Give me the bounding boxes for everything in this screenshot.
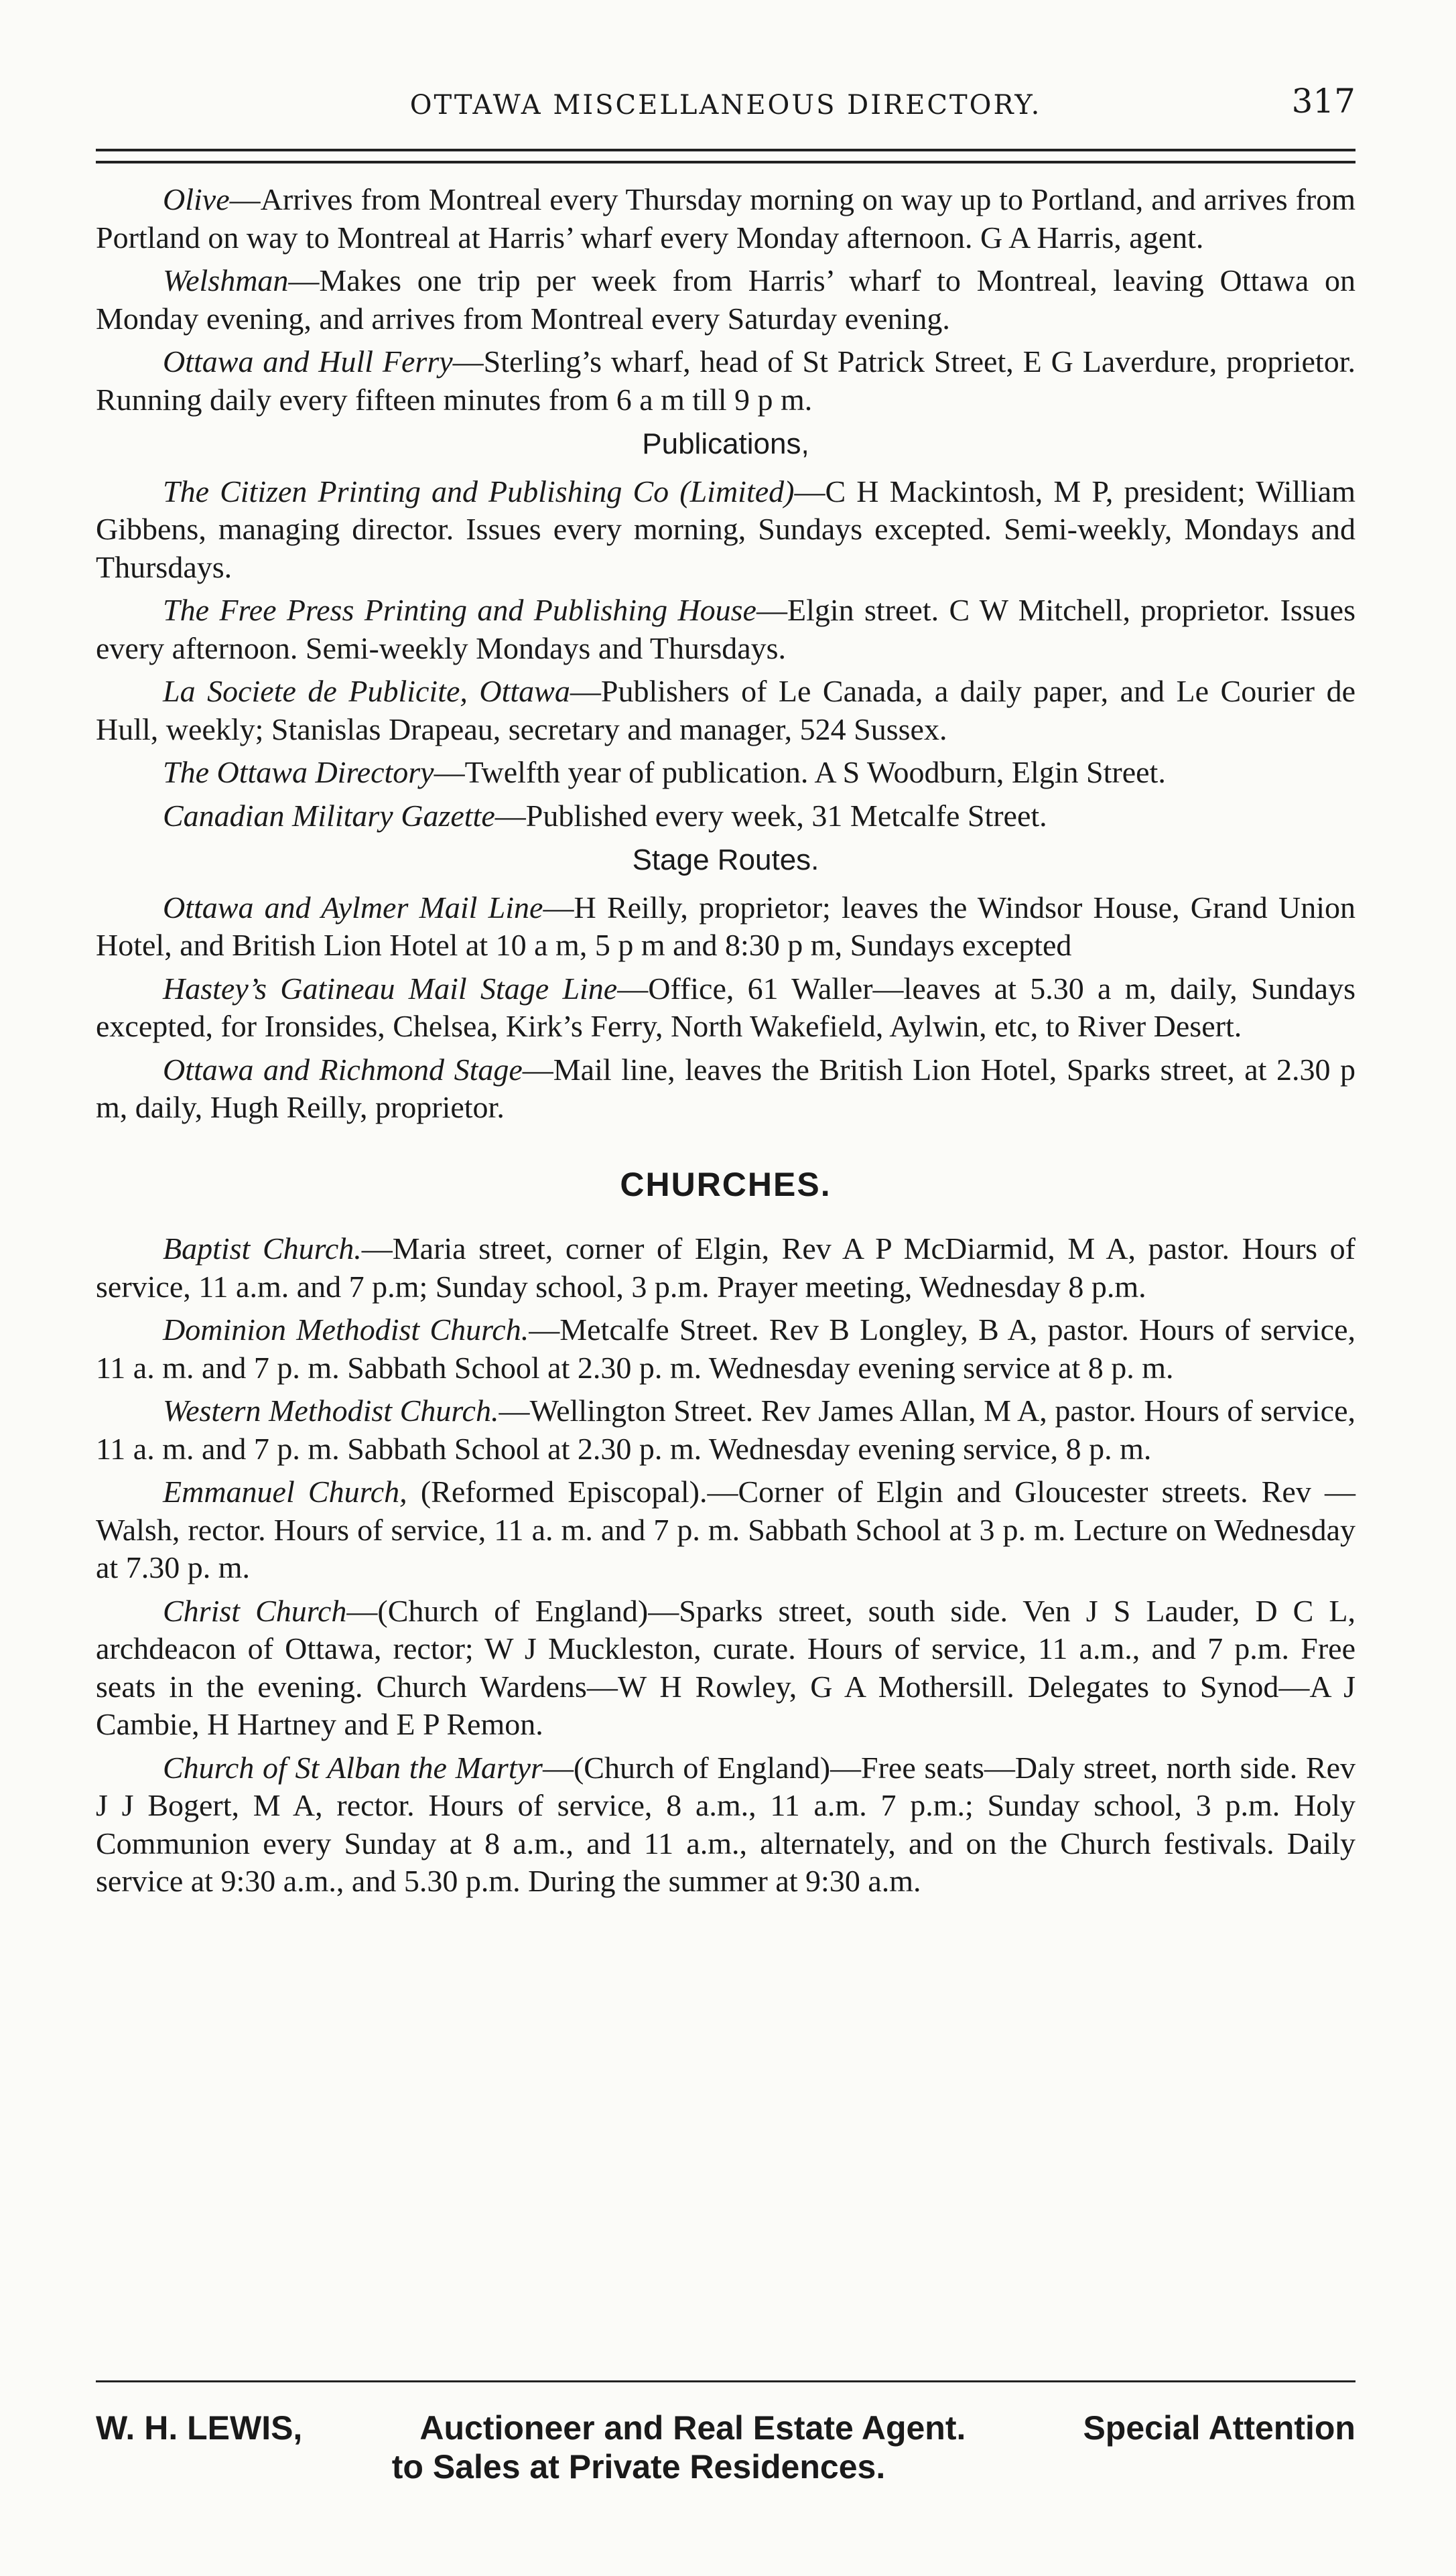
entry-emmanuel-church xyxy=(96,1473,1355,1587)
entry-welshman xyxy=(96,262,1355,338)
entry-olive xyxy=(96,181,1355,257)
entry-text: —Publishers of Le Canada, a daily paper, and Le Courier de Hull, weekly; Stanislas Drapeau, secretary and manager, 524 Sussex. xyxy=(96,674,1355,746)
entry-citizen xyxy=(96,473,1355,587)
entry-gatineau-mail xyxy=(96,970,1355,1046)
entry-text: —(Church of England)—Free seats—Daly street, north side. Rev J J Bogert, M A, rector. Hours of service, 8 a.m., 11 a.m. 7 p.m.; Sunday school, 3 p.m. Holy Communion every Sunday at 8 a.m., and 11 a.m., alternately, and on the Church festivals. Daily service at 9:30 a.m., and 5.30 p.m. During the summer at 9:30 a.m. xyxy=(96,1750,1355,1898)
entry-text: —(Church of England)—Sparks street, south side. Ven J S Lauder, D C L, archdeacon of Ottawa, rector; W J Muckleston, curate. Hours of service, 11 a.m., and 7 p.m. Free seats in the evening. Church Wardens—W H Rowley, G A Mothersill. Delegates to Synod—A J Cambie, H Hartney and E P Remon. xyxy=(96,1593,1355,1741)
entry-baptist-church xyxy=(96,1230,1355,1306)
entry-richmond-stage xyxy=(96,1051,1355,1127)
running-title: OTTAWA MISCELLANEOUS DIRECTORY. xyxy=(409,90,1042,121)
entry-text: —Sterling’s wharf, head of St Patrick Street, E G Laverdure, proprietor. Running daily every fifteen minutes from 6 a m till 9 p m. xyxy=(96,344,1355,417)
page-number: 317 xyxy=(1291,82,1355,121)
entry-dominion-methodist xyxy=(96,1311,1355,1387)
entry-name: The Free Press Printing and Publishing House xyxy=(163,593,756,627)
entry-name: Ottawa and Richmond Stage xyxy=(163,1052,523,1087)
entry-text: —Maria street, corner of Elgin, Rev A P McDiarmid, M A, pastor. Hours of service, 11 a.m. and 7 p.m; Sunday school, 3 p.m. Prayer meeting, Wednesday 8 p.m. xyxy=(96,1231,1355,1304)
advertiser-special: Special Attention xyxy=(1083,2409,1355,2447)
advertiser-name: W. H. LEWIS, xyxy=(96,2409,303,2447)
entry-christ-church xyxy=(96,1592,1355,1744)
entry-text: —Wellington Street. Rev James Allan, M A, pastor. Hours of service, 11 a. m. and 7 p. m. Sabbath School at 2.30 p. m. Wednesday evening service, 8 p. m. xyxy=(96,1394,1355,1466)
entry-name: Canadian Military Gazette xyxy=(163,798,495,833)
entry-name: Ottawa and Hull Ferry xyxy=(163,344,453,379)
section-heading-publications: Publications, xyxy=(642,427,809,460)
entry-text: —H Reilly, proprietor; leaves the Windsor House, Grand Union Hotel, and British Lion Hotel at 10 a m, 5 p m and 8:30 p m, Sundays excepted xyxy=(96,890,1355,962)
entry-text: —Published every week, 31 Metcalfe Street. xyxy=(494,798,1047,833)
entry-text: —Mail line, leaves the British Lion Hotel, Sparks street, at 2.30 p m, daily, Hugh Reilly, proprietor. xyxy=(96,1052,1355,1124)
entry-societe-publicite xyxy=(96,673,1355,748)
entry-aylmer-mail xyxy=(96,889,1355,965)
entry-name: The Ottawa Directory xyxy=(163,755,434,789)
entry-name: Welshman xyxy=(163,263,289,297)
entry-name: The Citizen Printing and Publishing Co (Limited) xyxy=(163,474,795,509)
entry-western-methodist xyxy=(96,1392,1355,1468)
entry-ottawa-hull-ferry xyxy=(96,343,1355,419)
entry-ottawa-directory xyxy=(96,754,1355,792)
section-heading-stage-routes: Stage Routes. xyxy=(632,843,819,876)
advertiser-line-2: to Sales at Private Residences. xyxy=(391,2448,886,2486)
entry-military-gazette xyxy=(96,797,1355,835)
page-header xyxy=(96,79,1355,126)
entry-text: (Reformed Episcopal).—Corner of Elgin and Gloucester streets. Rev — Walsh, rector. Hours of service, 11 a. m. and 7 p. m. Sabbath School at 3 p. m. Lecture on Wednesday at 7.30 p. m. xyxy=(96,1475,1355,1584)
entry-name: Dominion Methodist Church. xyxy=(163,1312,529,1347)
entry-name: Hastey’s Gatineau Mail Stage Line xyxy=(163,971,618,1006)
footer-advertisement xyxy=(96,2409,1355,2486)
entry-name: Church of St Alban the Martyr xyxy=(163,1750,543,1785)
entry-text: —Metcalfe Street. Rev B Longley, B A, pastor. Hours of service, 11 a. m. and 7 p. m. Sabbath School at 2.30 p. m. Wednesday evening service at 8 p. m. xyxy=(96,1312,1355,1385)
entry-name: Ottawa and Aylmer Mail Line xyxy=(163,890,543,925)
entry-text: —Makes one trip per week from Harris’ wharf to Montreal, leaving Ottawa on Monday evening, and arrives from Montreal every Saturday evening. xyxy=(96,263,1355,336)
page-body xyxy=(96,181,1355,1906)
header-double-rule xyxy=(96,149,1355,163)
entry-name: Christ Church xyxy=(163,1593,347,1628)
entry-name: Olive xyxy=(163,182,230,216)
entry-free-press xyxy=(96,592,1355,667)
entry-text: —Elgin street. C W Mitchell, proprietor. Issues every afternoon. Semi-weekly Mondays and Thursdays. xyxy=(96,593,1356,665)
advertiser-trade: Auctioneer and Real Estate Agent. xyxy=(419,2409,966,2447)
entry-text: —C H Mackintosh, M P, president; William Gibbens, managing director. Issues every morning, Sundays excepted. Semi-weekly, Mondays and Thursdays. xyxy=(96,474,1355,584)
entry-name: Western Methodist Church. xyxy=(163,1394,499,1428)
entry-text: —Twelfth year of publication. A S Woodburn, Elgin Street. xyxy=(434,755,1166,789)
entry-name: La Societe de Publicite, Ottawa xyxy=(163,674,570,708)
entry-name: Emmanuel Church, xyxy=(163,1475,407,1509)
entry-st-alban-church xyxy=(96,1749,1355,1901)
entry-name: Baptist Church. xyxy=(163,1231,362,1266)
entry-text: —Office, 61 Waller—leaves at 5.30 a m, daily, Sundays excepted, for Ironsides, Chelsea, Kirk’s Ferry, North Wakefield, Aylwin, etc, to River Desert. xyxy=(96,971,1355,1043)
footer-rule xyxy=(96,2380,1355,2382)
entry-text: —Arrives from Montreal every Thursday morning on way up to Portland, and arrives from Portland on way to Montreal at Harris’ wharf every Monday afternoon. G A Harris, agent. xyxy=(96,182,1355,255)
section-heading-churches: CHURCHES. xyxy=(620,1165,832,1203)
